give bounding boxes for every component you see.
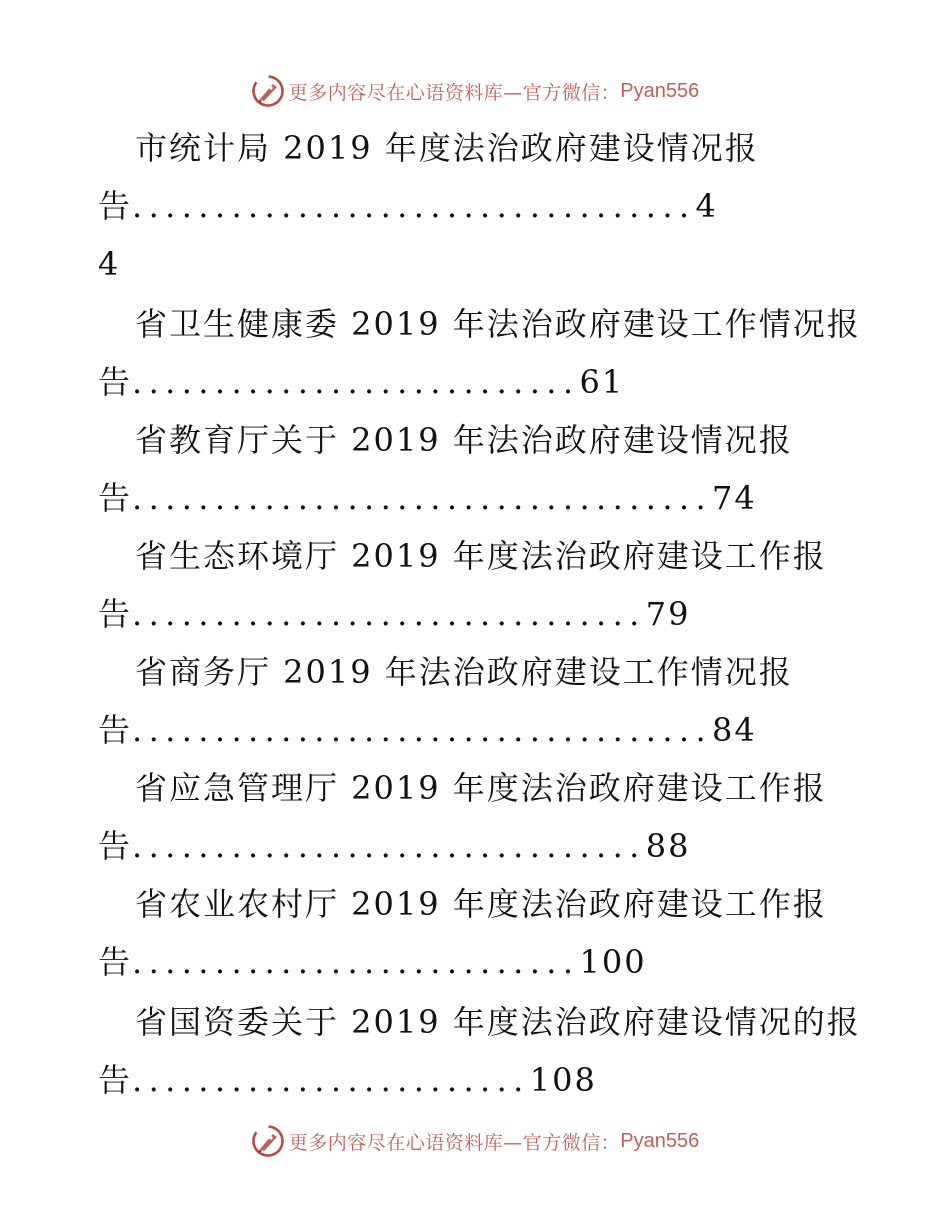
toc-entry-prefix: 告 (98, 595, 133, 633)
toc-entry-title[interactable]: 省应急管理厅 2019 年度法治政府建设工作报 (135, 769, 827, 807)
toc-entry-title[interactable]: 省卫生健康委 2019 年法治政府建设工作情况报 (135, 305, 861, 343)
toc-dot-leader: ................................... (132, 711, 713, 749)
toc-entry-leader-line[interactable] (98, 362, 624, 402)
toc-entry-leader-line[interactable] (98, 478, 757, 518)
footer-watermark (0, 1121, 950, 1161)
toc-dot-leader: ................................... (132, 479, 713, 517)
pen-seal-logo-icon (251, 74, 285, 108)
toc-entry-title[interactable]: 市统计局 2019 年度法治政府建设情况报 (135, 129, 759, 167)
toc-page-number: 84 (712, 711, 757, 749)
toc-entry-leader-line[interactable] (98, 1060, 597, 1100)
banner-wechat-id: Pyan556 (620, 1129, 700, 1152)
toc-page-number: 79 (645, 595, 691, 633)
toc-entry-prefix: 告 (98, 711, 133, 749)
toc-entry-prefix: 告 (98, 943, 133, 981)
toc-page-number: 4 (695, 187, 718, 225)
toc-dot-leader: .................................. (132, 187, 696, 225)
toc-page-number-continued: 4 (98, 245, 121, 283)
toc-dot-leader: ............................... (132, 595, 646, 633)
toc-entry-leader-line[interactable] (98, 186, 718, 226)
toc-page-number: 88 (645, 827, 691, 865)
toc-dot-leader: ........................ (132, 1061, 530, 1099)
toc-entry-prefix: 告 (98, 827, 133, 865)
toc-entry-title[interactable]: 省商务厅 2019 年法治政府建设工作情况报 (135, 653, 793, 691)
banner-text: 更多内容尽在心语资料库—官方微信： (288, 1131, 621, 1154)
toc-page-number: 108 (529, 1061, 597, 1099)
toc-entry-leader-line[interactable] (98, 594, 690, 634)
toc-page-number: 61 (579, 363, 625, 401)
toc-page-number: 74 (712, 479, 757, 517)
header-watermark (0, 71, 950, 111)
toc-entry-prefix: 告 (98, 479, 133, 517)
toc-entry-title[interactable]: 省农业农村厅 2019 年度法治政府建设工作报 (135, 885, 827, 923)
toc-dot-leader: ........................... (132, 363, 580, 401)
toc-dot-leader: ............................... (132, 827, 646, 865)
toc-entry-prefix: 告 (98, 1061, 133, 1099)
toc-entry-title[interactable]: 省教育厅关于 2019 年法治政府建设情况报 (135, 421, 793, 459)
toc-entry-prefix: 告 (98, 187, 133, 225)
toc-entry-title[interactable]: 省生态环境厅 2019 年度法治政府建设工作报 (135, 537, 827, 575)
toc-entry-prefix: 告 (98, 363, 133, 401)
pen-seal-logo-icon (251, 1124, 285, 1158)
banner-wechat-id: Pyan556 (620, 79, 700, 102)
toc-entry-leader-line[interactable] (98, 710, 757, 750)
toc-entry-leader-line[interactable] (98, 942, 647, 982)
toc-dot-leader: ........................... (132, 943, 580, 981)
toc-entry-title[interactable]: 省国资委关于 2019 年度法治政府建设情况的报 (135, 1003, 861, 1041)
toc-page-number: 100 (579, 943, 647, 981)
banner-text: 更多内容尽在心语资料库—官方微信： (288, 81, 621, 104)
toc-entry-leader-line[interactable] (98, 826, 690, 866)
